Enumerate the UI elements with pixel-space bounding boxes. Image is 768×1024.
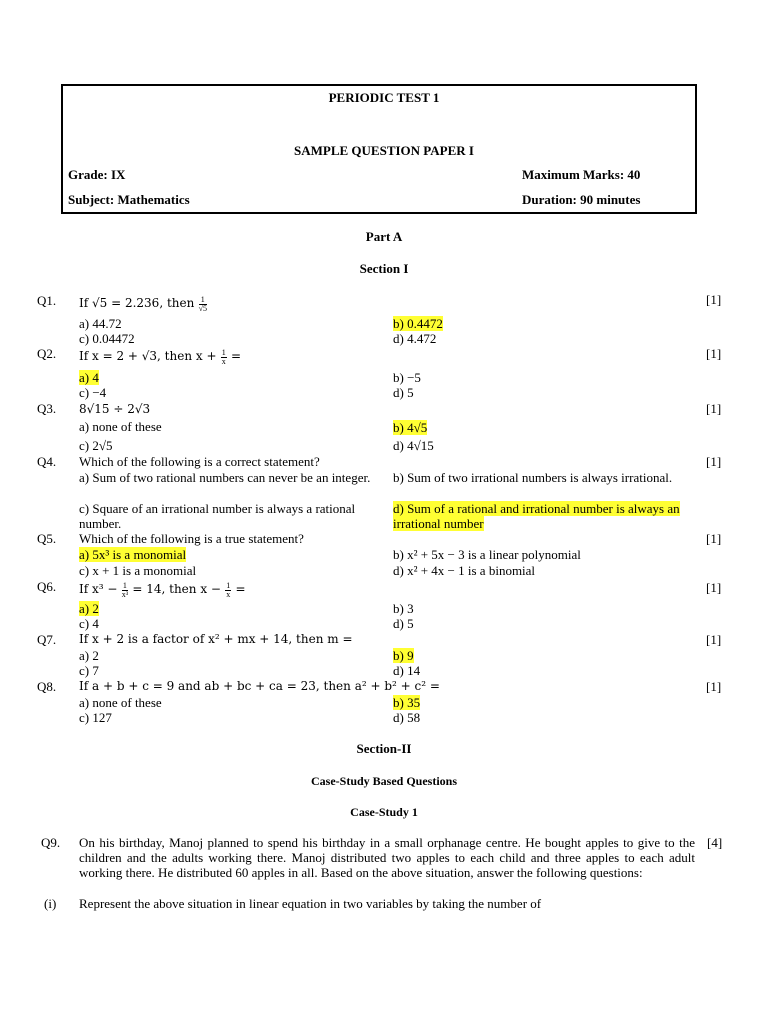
option-c: c) 2√5: [79, 438, 113, 453]
option-a: a) 2: [79, 648, 99, 663]
question-marks: [1]: [706, 454, 722, 469]
question-number: Q4.: [37, 454, 57, 469]
question-number: Q9.: [41, 835, 61, 850]
question-text: Which of the following is a true statement?: [79, 531, 304, 546]
option-d: d) 5: [393, 385, 414, 400]
question-marks: [1]: [706, 580, 722, 595]
option-b: b) −5: [393, 370, 421, 385]
question-text: If √5 = 2.236, then $\frac{1}{√5}$: [79, 294, 207, 313]
grade-label: Grade: IX: [68, 167, 126, 182]
question-text: 8√15 ÷ 2√3: [79, 402, 151, 416]
option-c: c) 4: [79, 616, 99, 631]
case-study-title: Case-Study 1: [350, 805, 418, 819]
question-text: If x = 2 + √3, then x + $\frac{1}{x}$ =: [79, 347, 242, 366]
option-d: d) 58: [393, 710, 421, 725]
section-2-heading: Section-II: [356, 741, 412, 756]
option-b-correct: b) 35: [393, 695, 421, 710]
subject-label: Subject: Mathematics: [68, 192, 190, 207]
question-number: Q5.: [37, 531, 57, 546]
case-study-heading: Case-Study Based Questions: [310, 774, 458, 788]
question-text: Which of the following is a correct statement?: [79, 454, 320, 469]
question-text: If x³ − $\frac{1}{\text{x³}}$ = 14, then x − $\frac{1}{x}$ =: [79, 580, 246, 599]
question-marks: [1]: [706, 679, 722, 694]
question-marks: [1]: [706, 632, 722, 647]
option-d: d) x² + 4x − 1 is a binomial: [393, 563, 536, 578]
option-b-correct: b) 0.4472: [393, 316, 443, 331]
question-number: Q8.: [37, 679, 57, 694]
option-c: c) 7: [79, 663, 99, 678]
question-text: If x + 2 is a factor of x² + mx + 14, then m =: [79, 632, 353, 646]
option-a: a) none of these: [79, 419, 162, 434]
question-marks: [1]: [706, 531, 722, 546]
question-marks: [1]: [706, 346, 722, 361]
question-marks: [1]: [706, 292, 722, 307]
question-number: Q2.: [37, 346, 57, 361]
sub-question-text: Represent the above situation in linear equation in two variables by taking the number of: [79, 896, 542, 911]
option-d: d) 4.472: [393, 331, 437, 346]
question-text: On his birthday, Manoj planned to spend his birthday in a small orphanage centre. He bought apples to give to the children and the adults working there. Manoj distributed two apples to each child and three apples to each adult working there. He distributed 60 apples in all. Based on the above situation, answer the following questions:: [79, 835, 695, 880]
option-a: a) none of these: [79, 695, 162, 710]
option-c: c) −4: [79, 385, 107, 400]
question-number: Q1.: [37, 293, 57, 308]
option-c: c) x + 1 is a monomial: [79, 563, 197, 578]
option-c: c) 0.04472: [79, 331, 135, 346]
option-d-correct: d) Sum of a rational and irrational number is always an irrational number: [393, 501, 680, 531]
option-a: a) 44.72: [79, 316, 122, 331]
option-d: d) 14: [393, 663, 421, 678]
question-number: Q7.: [37, 632, 57, 647]
option-c: c) Square of an irrational number is always a rational number.: [79, 501, 356, 531]
option-b: b) x² + 5x − 3 is a linear polynomial: [393, 547, 581, 562]
duration-label: Duration: 90 minutes: [522, 192, 641, 207]
option-a-correct: a) 5x³ is a monomial: [79, 547, 187, 562]
sub-question-number: (i): [44, 896, 57, 911]
part-heading: Part A: [365, 229, 403, 244]
option-a-correct: a) 4: [79, 370, 99, 385]
max-marks-label: Maximum Marks: 40: [522, 167, 641, 182]
question-marks: [1]: [706, 401, 722, 416]
option-b: b) Sum of two irrational numbers is always irrational.: [393, 470, 673, 485]
option-a-correct: a) 2: [79, 601, 99, 616]
option-c: c) 127: [79, 710, 112, 725]
option-d: d) 5: [393, 616, 414, 631]
question-marks: [4]: [707, 835, 723, 850]
option-b: b) 3: [393, 601, 414, 616]
option-d: d) 4√15: [393, 438, 434, 453]
question-number: Q6.: [37, 579, 57, 594]
option-b-correct: b) 9: [393, 648, 414, 663]
question-number: Q3.: [37, 401, 57, 416]
option-b-correct: b) 4√5: [393, 420, 428, 435]
paper-title: PERIODIC TEST 1: [328, 90, 440, 105]
paper-subtitle: SAMPLE QUESTION PAPER I: [294, 143, 474, 158]
question-text: If a + b + c = 9 and ab + bc + ca = 23, then a² + b² + c² =: [79, 679, 440, 693]
option-a: a) Sum of two rational numbers can never be an integer.: [79, 470, 371, 485]
section-heading: Section I: [359, 261, 409, 276]
